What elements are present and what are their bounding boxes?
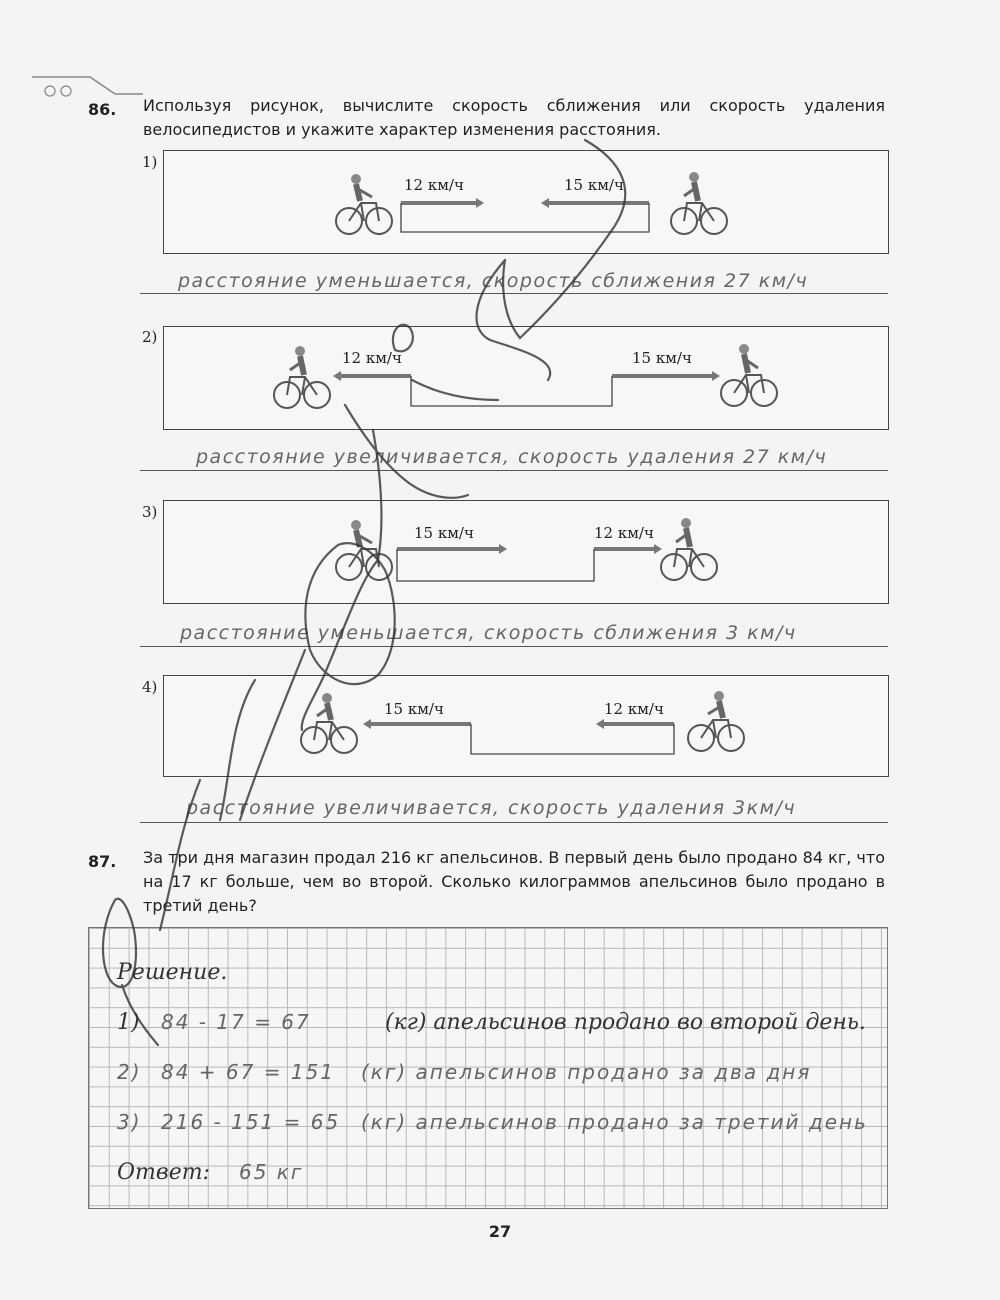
answer-value: 65 кг [239,1160,304,1184]
step-2-number: 2) [117,1060,142,1084]
item-3-answer-line [140,646,888,647]
step-1-number: 1) [117,1010,140,1035]
task-87-text: За три дня магазин продал 216 кг апельсинов. В первый день было продано 84 кг, что на 17 кг больше, чем во второй. Сколько килограммов апельсинов было продано в третий день? [143,848,885,915]
item-3-number: 3) [142,503,158,521]
solution-grid [88,927,888,1209]
task-86-number: 86. [88,100,117,119]
item-2-number: 2) [142,328,158,346]
speed-right-label: 12 км/ч [604,700,664,718]
item-3-diagram [164,501,888,603]
item-2-answer-line [140,470,888,471]
item-3-frame [163,500,889,604]
item-2-diagram [164,327,888,429]
arrow-left-icon [333,371,411,381]
item-1-number: 1) [142,153,158,171]
arrow-right-icon [401,198,484,208]
cyclist-right-icon [688,691,744,751]
item-1-answer-line [140,293,888,294]
cyclist-left-icon [336,520,392,580]
item-4-frame [163,675,889,777]
page-corner-decoration [30,72,145,102]
arrow-left-icon [541,198,649,208]
step-3-number: 3) [117,1110,142,1134]
step-1-text: (кг) апельсинов продано во второй день. [385,1010,866,1035]
speed-left-label: 15 км/ч [384,700,444,718]
distance-line [401,203,649,232]
item-1-frame [163,150,889,254]
speed-right-label: 15 км/ч [632,349,692,367]
item-1-diagram [164,151,888,253]
cyclist-right-icon [661,518,717,580]
item-1-answer: расстояние уменьшается, скорость сближения 27 км/ч [178,270,809,292]
item-3-answer: расстояние уменьшается, скорость сближения 3 км/ч [180,622,797,644]
item-2-answer: расстояние увеличивается, скорость удаления 27 км/ч [196,446,828,468]
speed-left-label: 15 км/ч [414,524,474,542]
arrow-right-icon [612,371,720,381]
distance-line [411,376,612,406]
step-3-expression: 216 - 151 = 65 [161,1110,341,1134]
arrow-left-icon [596,719,674,729]
arrow-left-icon [363,719,471,729]
step-1-expression: 84 - 17 = 67 [161,1010,311,1034]
item-4-diagram [164,676,888,776]
cyclist-left-icon [274,346,330,408]
cyclist-right-icon [721,344,777,406]
arrow-right-icon [594,544,662,554]
distance-line [471,724,674,754]
speed-left-label: 12 км/ч [342,349,402,367]
solution-heading: Решение. [117,960,228,985]
cyclist-left-icon [301,693,357,753]
cyclist-right-icon [671,172,727,234]
speed-right-label: 15 км/ч [564,176,624,194]
distance-line [397,549,594,581]
speed-left-label: 12 км/ч [404,176,464,194]
answer-label: Ответ: [117,1160,210,1185]
task-86-text: Используя рисунок, вычислите скорость сближения или скорость удаления велосипедистов и укажите характер изменения расстояния. [143,96,885,139]
item-4-answer-line [140,822,888,823]
arrow-right-icon [397,544,507,554]
item-4-number: 4) [142,678,158,696]
step-2-expression: 84 + 67 = 151 [161,1060,336,1084]
item-2-frame [163,326,889,430]
item-4-answer: расстояние увеличивается, скорость удаления 3км/ч [186,797,797,819]
step-2-text: (кг) апельсинов продано за два дня [361,1060,812,1084]
step-3-text: (кг) апельсинов продано за третий день [361,1110,868,1134]
page-number: 27 [488,1222,512,1241]
speed-right-label: 12 км/ч [594,524,654,542]
cyclist-left-icon [336,174,392,234]
task-87-number: 87. [88,852,117,871]
